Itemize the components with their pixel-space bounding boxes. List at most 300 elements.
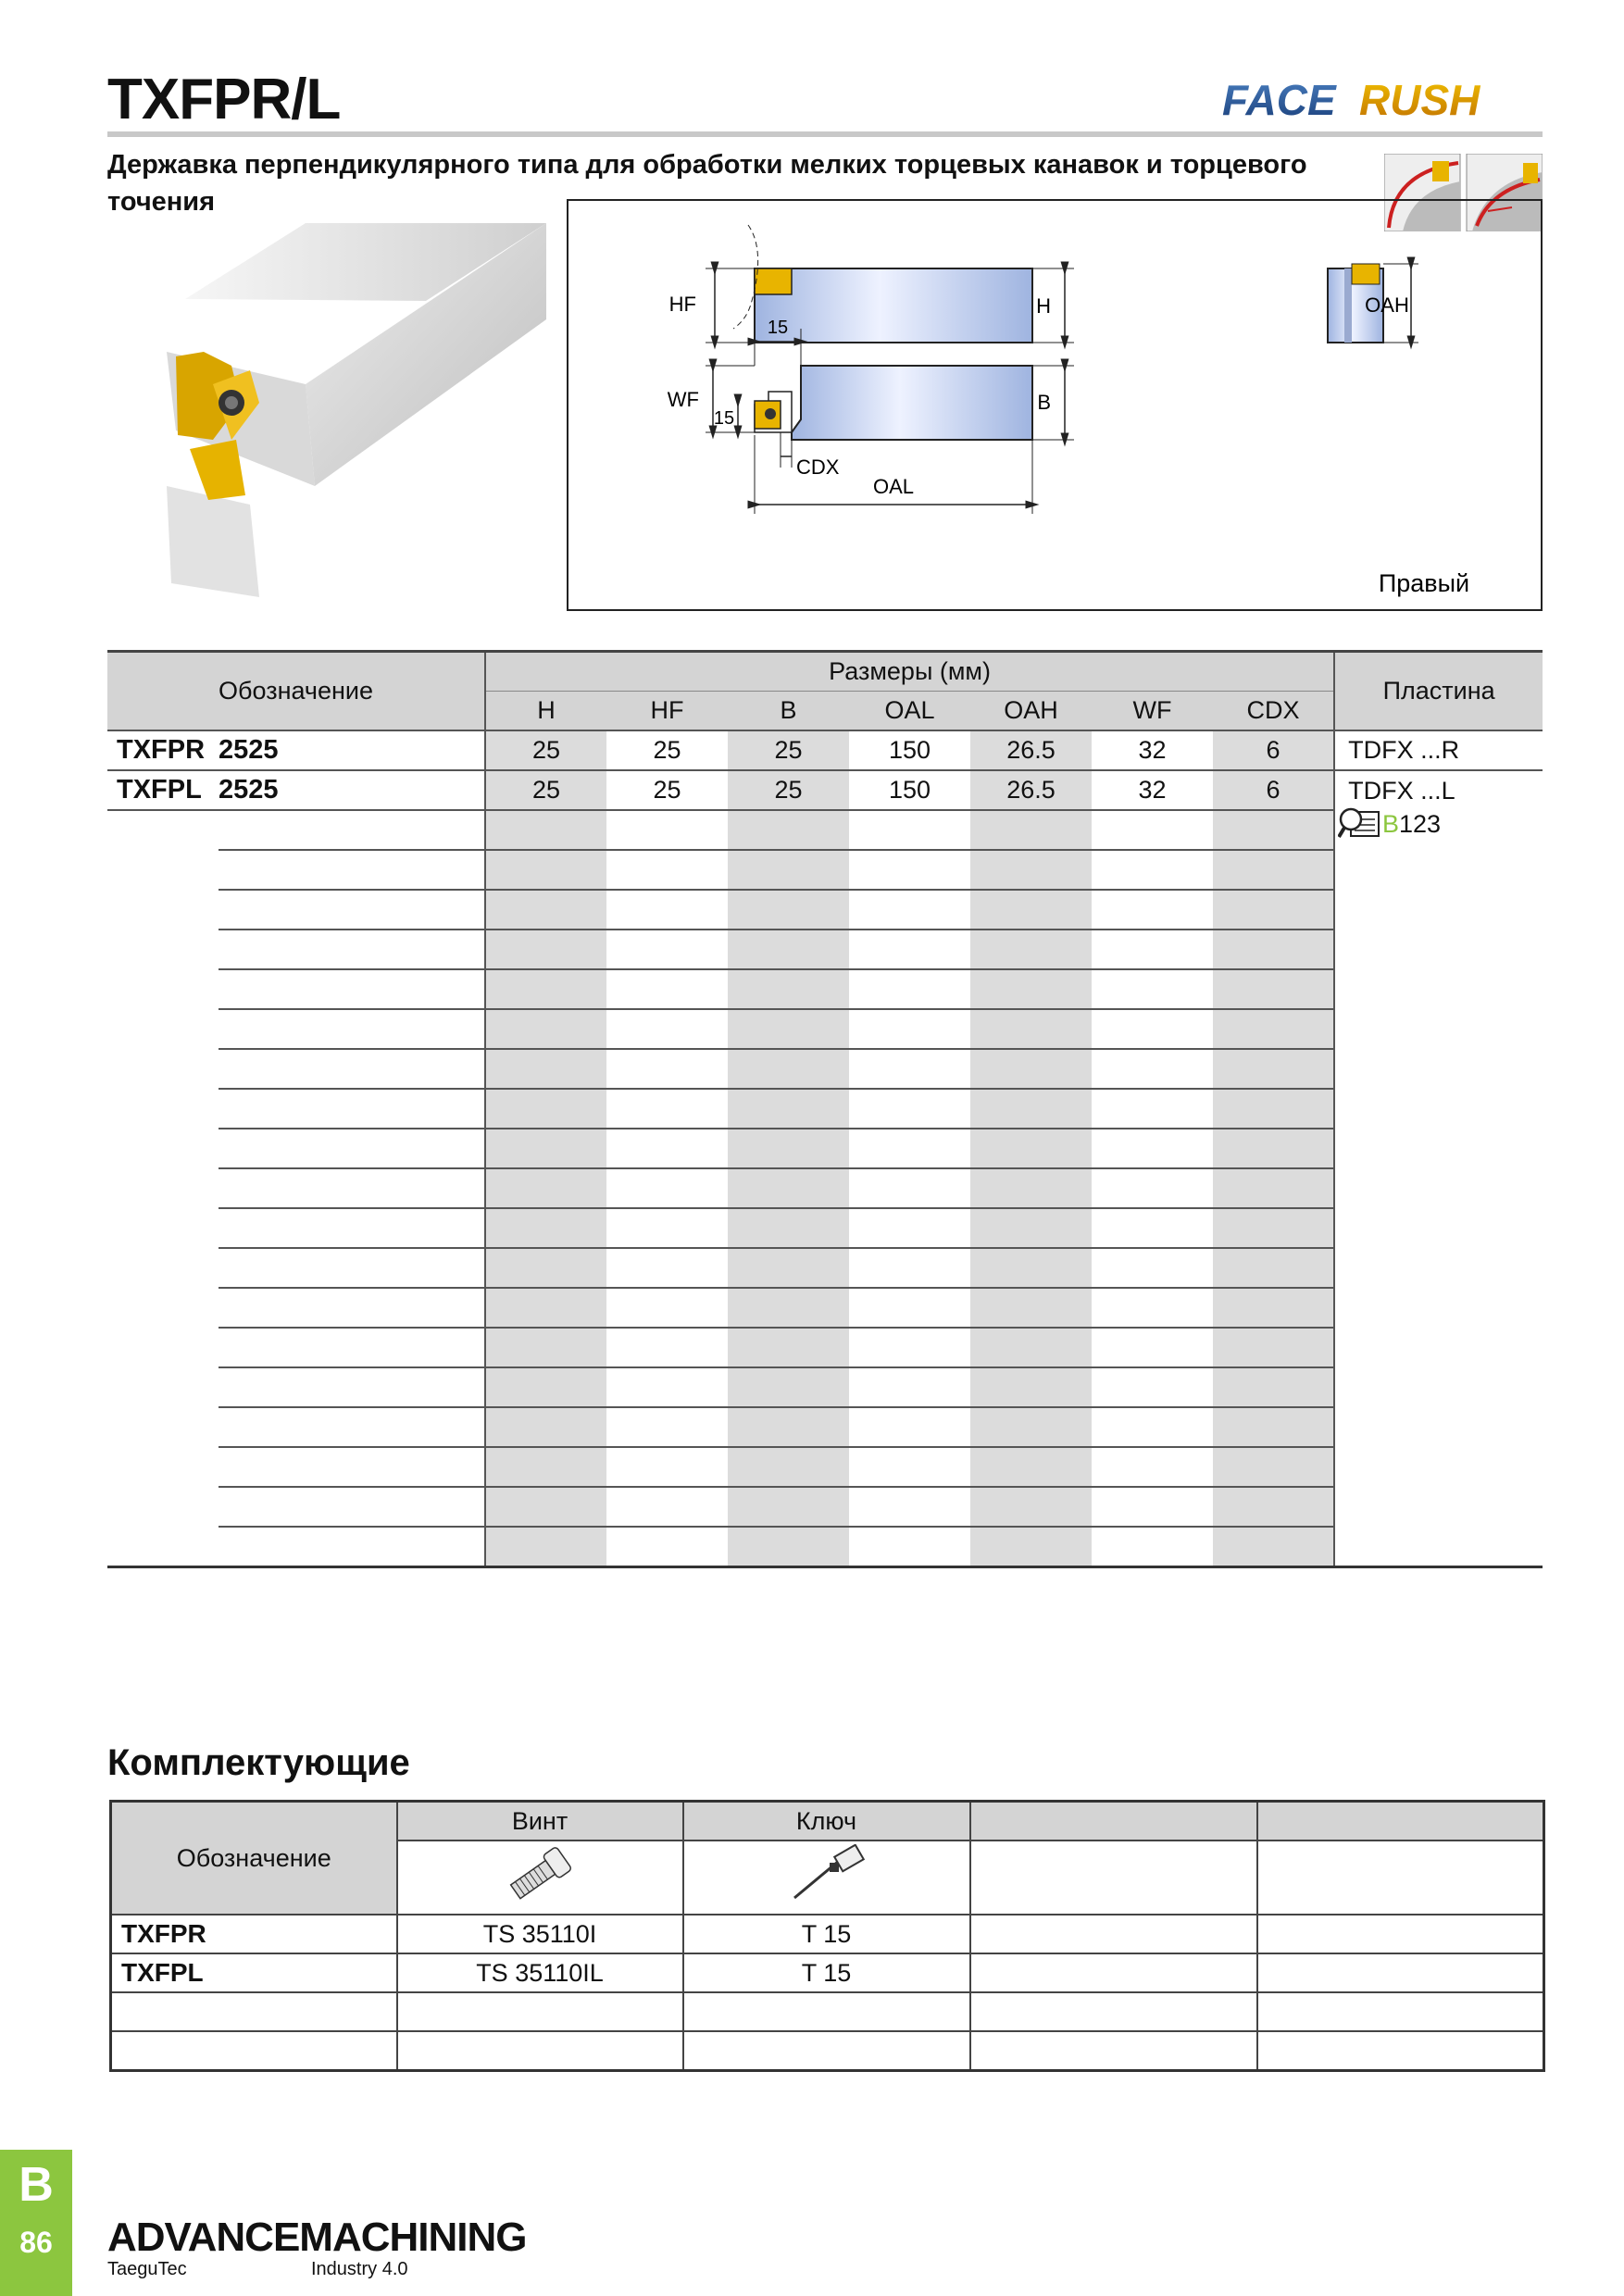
empty-cell — [970, 810, 1092, 850]
empty-cell — [849, 850, 970, 890]
empty-cell — [606, 1288, 728, 1328]
empty-cell — [849, 930, 970, 969]
empty-cell — [728, 1089, 849, 1129]
svg-text:FACE: FACE — [1222, 76, 1336, 124]
acc-header-designation: Обозначение — [111, 1802, 397, 1915]
empty-cell — [1092, 1447, 1213, 1487]
empty-cell — [1092, 1049, 1213, 1089]
empty-cell — [849, 890, 970, 930]
empty-cell — [219, 1527, 485, 1567]
empty-cell — [107, 1009, 219, 1049]
dimensions-table — [107, 650, 1543, 1568]
empty-cell — [219, 1328, 485, 1367]
empty-cell — [728, 1527, 849, 1567]
empty-cell — [970, 1168, 1092, 1208]
acc-cell-empty — [1257, 1841, 1544, 1915]
empty-cell — [219, 1089, 485, 1129]
empty-cell — [970, 890, 1092, 930]
empty-cell — [728, 1129, 849, 1168]
empty-cell — [219, 969, 485, 1009]
row-size: 2525 — [219, 730, 485, 770]
empty-cell — [606, 810, 728, 850]
footer-brand-logo: ADVANCEMACHINING — [107, 2215, 527, 2260]
acc-cell-empty — [683, 2031, 970, 2071]
acc-row-name: TXFPR — [111, 1915, 397, 1953]
empty-cell — [849, 1129, 970, 1168]
acc-cell-empty — [970, 2031, 1257, 2071]
acc-header-key: Ключ — [683, 1802, 970, 1841]
empty-cell — [1334, 1367, 1543, 1407]
screw-icon-cell — [397, 1841, 683, 1915]
empty-cell — [849, 969, 970, 1009]
page-title: TXFPR/L — [107, 68, 341, 131]
cell-hf: 25 — [606, 770, 728, 810]
empty-cell — [849, 1288, 970, 1328]
acc-cell-empty — [1257, 1915, 1544, 1953]
empty-cell — [606, 930, 728, 969]
empty-cell — [606, 1009, 728, 1049]
empty-cell — [849, 1367, 970, 1407]
empty-cell — [728, 1447, 849, 1487]
empty-cell — [1213, 969, 1334, 1009]
empty-cell — [1092, 1248, 1213, 1288]
empty-cell — [1334, 1089, 1543, 1129]
acc-header-empty — [970, 1802, 1257, 1841]
empty-cell — [485, 1328, 606, 1367]
top-rule — [107, 131, 1543, 137]
empty-table-row — [107, 969, 1543, 1009]
diagram-caption: Правый — [1378, 569, 1470, 597]
col-wf: WF — [1092, 692, 1213, 731]
cell-b: 25 — [728, 770, 849, 810]
empty-cell — [1334, 1049, 1543, 1089]
empty-cell — [1213, 1328, 1334, 1367]
empty-cell — [970, 1049, 1092, 1089]
empty-cell — [107, 850, 219, 890]
label-b: B — [1037, 391, 1051, 414]
empty-cell — [107, 1487, 219, 1527]
empty-cell — [1334, 930, 1543, 969]
acc-row-screw: TS 35110IL — [397, 1953, 683, 1992]
empty-cell — [1092, 930, 1213, 969]
empty-cell — [970, 1009, 1092, 1049]
empty-cell — [107, 1407, 219, 1447]
section-letter: B — [19, 2158, 54, 2212]
cell-oah: 26.5 — [970, 730, 1092, 770]
empty-cell — [485, 850, 606, 890]
empty-cell — [970, 1248, 1092, 1288]
acc-row-key: T 15 — [683, 1953, 970, 1992]
empty-cell — [107, 1168, 219, 1208]
empty-table-row — [107, 1248, 1543, 1288]
cell-wf: 32 — [1092, 770, 1213, 810]
header-insert: Пластина — [1334, 652, 1543, 731]
empty-cell — [485, 1527, 606, 1567]
empty-cell — [485, 1009, 606, 1049]
acc-row-screw: TS 35110I — [397, 1915, 683, 1953]
empty-cell — [219, 1208, 485, 1248]
cell-b: 25 — [728, 730, 849, 770]
empty-cell — [1334, 1447, 1543, 1487]
empty-cell — [1092, 1168, 1213, 1208]
empty-table-row — [107, 1049, 1543, 1089]
empty-cell — [606, 1129, 728, 1168]
empty-cell — [728, 1328, 849, 1367]
empty-cell — [1334, 1487, 1543, 1527]
empty-cell — [485, 1288, 606, 1328]
empty-cell — [970, 1367, 1092, 1407]
cell-insert: TDFX ...L — [1334, 770, 1543, 810]
empty-cell — [219, 1009, 485, 1049]
accessories-table — [109, 1800, 1545, 2072]
page-ref-number: 123 — [1399, 809, 1442, 838]
empty-cell — [970, 1208, 1092, 1248]
empty-cell — [1213, 890, 1334, 930]
empty-cell — [970, 1447, 1092, 1487]
empty-cell — [970, 1328, 1092, 1367]
empty-cell — [1334, 1407, 1543, 1447]
acc-cell-empty — [1257, 1953, 1544, 1992]
empty-cell — [606, 1049, 728, 1089]
empty-cell — [970, 1288, 1092, 1328]
empty-cell — [1213, 1168, 1334, 1208]
empty-cell — [606, 1487, 728, 1527]
empty-cell — [606, 1407, 728, 1447]
row-prefix: TXFPL — [107, 770, 219, 810]
empty-cell — [606, 1248, 728, 1288]
empty-cell — [1213, 810, 1334, 850]
empty-table-row — [107, 1089, 1543, 1129]
empty-cell — [107, 1527, 219, 1567]
empty-cell — [107, 1208, 219, 1248]
empty-cell — [1213, 1009, 1334, 1049]
empty-cell — [606, 1089, 728, 1129]
empty-cell — [1213, 1208, 1334, 1248]
empty-cell — [728, 810, 849, 850]
empty-cell — [849, 810, 970, 850]
empty-cell — [485, 1049, 606, 1089]
acc-cell-empty — [1257, 1992, 1544, 2031]
label-wf: WF — [667, 388, 699, 411]
empty-cell — [1092, 1527, 1213, 1567]
acc-cell-empty — [970, 1992, 1257, 2031]
empty-cell — [219, 1407, 485, 1447]
empty-cell — [849, 1009, 970, 1049]
empty-cell — [849, 1407, 970, 1447]
empty-cell — [1092, 850, 1213, 890]
empty-cell — [1334, 1288, 1543, 1328]
empty-cell — [1092, 1288, 1213, 1328]
empty-cell — [849, 1168, 970, 1208]
empty-cell — [728, 850, 849, 890]
empty-cell — [849, 1049, 970, 1089]
empty-cell — [485, 1407, 606, 1447]
empty-cell — [606, 850, 728, 890]
empty-cell — [107, 1129, 219, 1168]
empty-cell — [606, 1527, 728, 1567]
empty-table-row — [107, 1009, 1543, 1049]
empty-cell — [1213, 1129, 1334, 1168]
empty-cell — [728, 1407, 849, 1447]
table-row — [111, 1915, 1544, 1953]
table-row — [107, 770, 1543, 810]
acc-cell-empty — [970, 1915, 1257, 1953]
empty-cell — [219, 1049, 485, 1089]
col-oah: OAH — [970, 692, 1092, 731]
empty-cell — [606, 1367, 728, 1407]
cell-h: 25 — [485, 730, 606, 770]
empty-cell — [485, 930, 606, 969]
label-15-side: 15 — [713, 408, 735, 429]
table-row — [111, 2031, 1544, 2071]
header-dimensions: Размеры (мм) — [485, 652, 1334, 692]
empty-cell — [107, 1248, 219, 1288]
empty-cell — [728, 1367, 849, 1407]
empty-cell — [107, 969, 219, 1009]
empty-cell — [219, 1487, 485, 1527]
empty-cell — [219, 1288, 485, 1328]
empty-cell — [1334, 1208, 1543, 1248]
empty-cell — [219, 850, 485, 890]
empty-cell — [970, 1527, 1092, 1567]
empty-cell — [1334, 969, 1543, 1009]
empty-cell — [728, 1168, 849, 1208]
empty-cell — [1213, 850, 1334, 890]
acc-row-key: T 15 — [683, 1915, 970, 1953]
acc-cell-empty — [111, 1992, 397, 2031]
empty-cell — [219, 1367, 485, 1407]
cell-hf: 25 — [606, 730, 728, 770]
label-cdx: CDX — [796, 455, 840, 479]
empty-cell — [485, 1208, 606, 1248]
empty-cell — [219, 930, 485, 969]
cell-oal: 150 — [849, 730, 970, 770]
empty-cell — [1334, 1168, 1543, 1208]
table-row — [107, 730, 1543, 770]
col-b: B — [728, 692, 849, 731]
empty-cell — [970, 1487, 1092, 1527]
empty-cell — [970, 850, 1092, 890]
empty-cell — [849, 1328, 970, 1367]
empty-cell — [1092, 969, 1213, 1009]
empty-cell — [849, 1208, 970, 1248]
insert-page-ref[interactable] — [1338, 805, 1441, 842]
empty-cell — [1213, 1407, 1334, 1447]
label-h: H — [1036, 294, 1051, 318]
empty-cell — [728, 1248, 849, 1288]
empty-cell — [606, 1208, 728, 1248]
empty-cell — [1334, 1009, 1543, 1049]
acc-row-name: TXFPL — [111, 1953, 397, 1992]
empty-cell — [728, 1487, 849, 1527]
empty-cell — [849, 1089, 970, 1129]
empty-cell — [107, 1089, 219, 1129]
empty-table-row — [107, 850, 1543, 890]
col-hf: HF — [606, 692, 728, 731]
empty-cell — [1334, 890, 1543, 930]
footer-brand-sub-left: TaeguTec — [107, 2259, 187, 2279]
empty-cell — [485, 1447, 606, 1487]
empty-cell — [849, 1248, 970, 1288]
empty-table-row — [107, 930, 1543, 969]
acc-header-screw: Винт — [397, 1802, 683, 1841]
empty-cell — [219, 810, 485, 850]
empty-cell — [1092, 810, 1213, 850]
page-subtitle: Державка перпендикулярного типа для обработки мелких торцевых канавок и торцевого точения — [107, 150, 1307, 217]
label-15-top: 15 — [767, 318, 789, 338]
empty-cell — [1213, 1527, 1334, 1567]
empty-cell — [728, 930, 849, 969]
acc-cell-empty — [970, 1841, 1257, 1915]
magnifier-book-icon — [1338, 806, 1380, 842]
empty-cell — [107, 1367, 219, 1407]
key-icon-cell — [683, 1841, 970, 1915]
page-ref-letter: B — [1382, 809, 1400, 838]
empty-cell — [1334, 1248, 1543, 1288]
empty-cell — [485, 1367, 606, 1407]
empty-cell — [1213, 1367, 1334, 1407]
empty-table-row — [107, 1407, 1543, 1447]
label-hf: HF — [668, 293, 696, 316]
empty-cell — [849, 1447, 970, 1487]
empty-cell — [1092, 1407, 1213, 1447]
cell-wf: 32 — [1092, 730, 1213, 770]
empty-cell — [849, 1487, 970, 1527]
empty-table-row — [107, 1288, 1543, 1328]
dimension-diagram — [567, 199, 1543, 611]
empty-cell — [970, 1089, 1092, 1129]
acc-cell-empty — [397, 1992, 683, 2031]
table-row — [111, 1953, 1544, 1992]
table-row — [111, 1992, 1544, 2031]
empty-cell — [728, 969, 849, 1009]
empty-table-row — [107, 890, 1543, 930]
empty-cell — [970, 1407, 1092, 1447]
cell-oah: 26.5 — [970, 770, 1092, 810]
empty-cell — [1092, 1089, 1213, 1129]
empty-cell — [728, 1049, 849, 1089]
empty-cell — [1092, 1129, 1213, 1168]
empty-cell — [970, 930, 1092, 969]
page-number: 86 — [19, 2226, 53, 2259]
empty-cell — [485, 1089, 606, 1129]
facerush-logo — [1213, 72, 1546, 128]
empty-cell — [1213, 930, 1334, 969]
empty-cell — [219, 890, 485, 930]
empty-cell — [1213, 1248, 1334, 1288]
empty-cell — [1092, 1487, 1213, 1527]
label-oal: OAL — [872, 475, 915, 498]
empty-cell — [606, 1168, 728, 1208]
acc-cell-empty — [1257, 2031, 1544, 2071]
col-h: H — [485, 692, 606, 731]
empty-table-row — [107, 1129, 1543, 1168]
row-size: 2525 — [219, 770, 485, 810]
empty-cell — [107, 1328, 219, 1367]
header-designation: Обозначение — [107, 652, 485, 731]
empty-cell — [485, 1487, 606, 1527]
footer-brand-sub-right: Industry 4.0 — [311, 2259, 408, 2279]
empty-cell — [606, 890, 728, 930]
acc-cell-empty — [970, 1953, 1257, 1992]
empty-table-row — [107, 1168, 1543, 1208]
empty-cell — [728, 1009, 849, 1049]
empty-cell — [1213, 1089, 1334, 1129]
empty-cell — [1092, 1208, 1213, 1248]
empty-cell — [219, 1248, 485, 1288]
empty-cell — [1334, 1527, 1543, 1567]
acc-cell-empty — [111, 2031, 397, 2071]
cell-h: 25 — [485, 770, 606, 810]
product-photo — [157, 218, 546, 597]
empty-cell — [107, 1288, 219, 1328]
empty-cell — [485, 810, 606, 850]
empty-cell — [728, 1208, 849, 1248]
acc-header-empty — [1257, 1802, 1544, 1841]
empty-cell — [1092, 1328, 1213, 1367]
empty-cell — [1092, 890, 1213, 930]
row-prefix: TXFPR — [107, 730, 219, 770]
empty-cell — [485, 890, 606, 930]
empty-cell — [219, 1168, 485, 1208]
empty-cell — [728, 1288, 849, 1328]
cell-cdx: 6 — [1213, 730, 1334, 770]
empty-cell — [606, 1328, 728, 1367]
label-oah: OAH — [1365, 293, 1409, 317]
acc-cell-empty — [397, 2031, 683, 2071]
cell-oal: 150 — [849, 770, 970, 810]
empty-cell — [107, 1049, 219, 1089]
empty-cell — [219, 1447, 485, 1487]
empty-cell — [728, 890, 849, 930]
col-oal: OAL — [849, 692, 970, 731]
empty-cell — [1092, 1367, 1213, 1407]
empty-table-row — [107, 1328, 1543, 1367]
empty-cell — [107, 810, 219, 850]
screw-icon — [503, 1844, 577, 1905]
empty-cell — [107, 1447, 219, 1487]
empty-cell — [107, 930, 219, 969]
col-cdx: CDX — [1213, 692, 1334, 731]
empty-cell — [1092, 1009, 1213, 1049]
svg-text:RUSH: RUSH — [1359, 76, 1480, 124]
empty-table-row — [107, 1487, 1543, 1527]
empty-table-row — [107, 1367, 1543, 1407]
cell-cdx: 6 — [1213, 770, 1334, 810]
accessories-title: Комплектующие — [107, 1742, 410, 1783]
cell-insert: TDFX ...R — [1334, 730, 1543, 770]
empty-cell — [970, 969, 1092, 1009]
empty-cell — [606, 969, 728, 1009]
empty-cell — [606, 1447, 728, 1487]
torx-key-icon — [785, 1844, 868, 1905]
empty-cell — [849, 1527, 970, 1567]
empty-cell — [1213, 1487, 1334, 1527]
empty-cell — [485, 1168, 606, 1208]
empty-cell — [485, 1129, 606, 1168]
empty-table-row — [107, 1447, 1543, 1487]
empty-cell — [219, 1129, 485, 1168]
empty-cell — [1334, 1328, 1543, 1367]
empty-cell — [1334, 1129, 1543, 1168]
empty-table-row — [107, 1527, 1543, 1567]
empty-cell — [1334, 850, 1543, 890]
empty-cell — [1213, 1447, 1334, 1487]
empty-cell — [1213, 1049, 1334, 1089]
empty-cell — [485, 969, 606, 1009]
empty-cell — [107, 890, 219, 930]
empty-cell — [970, 1129, 1092, 1168]
